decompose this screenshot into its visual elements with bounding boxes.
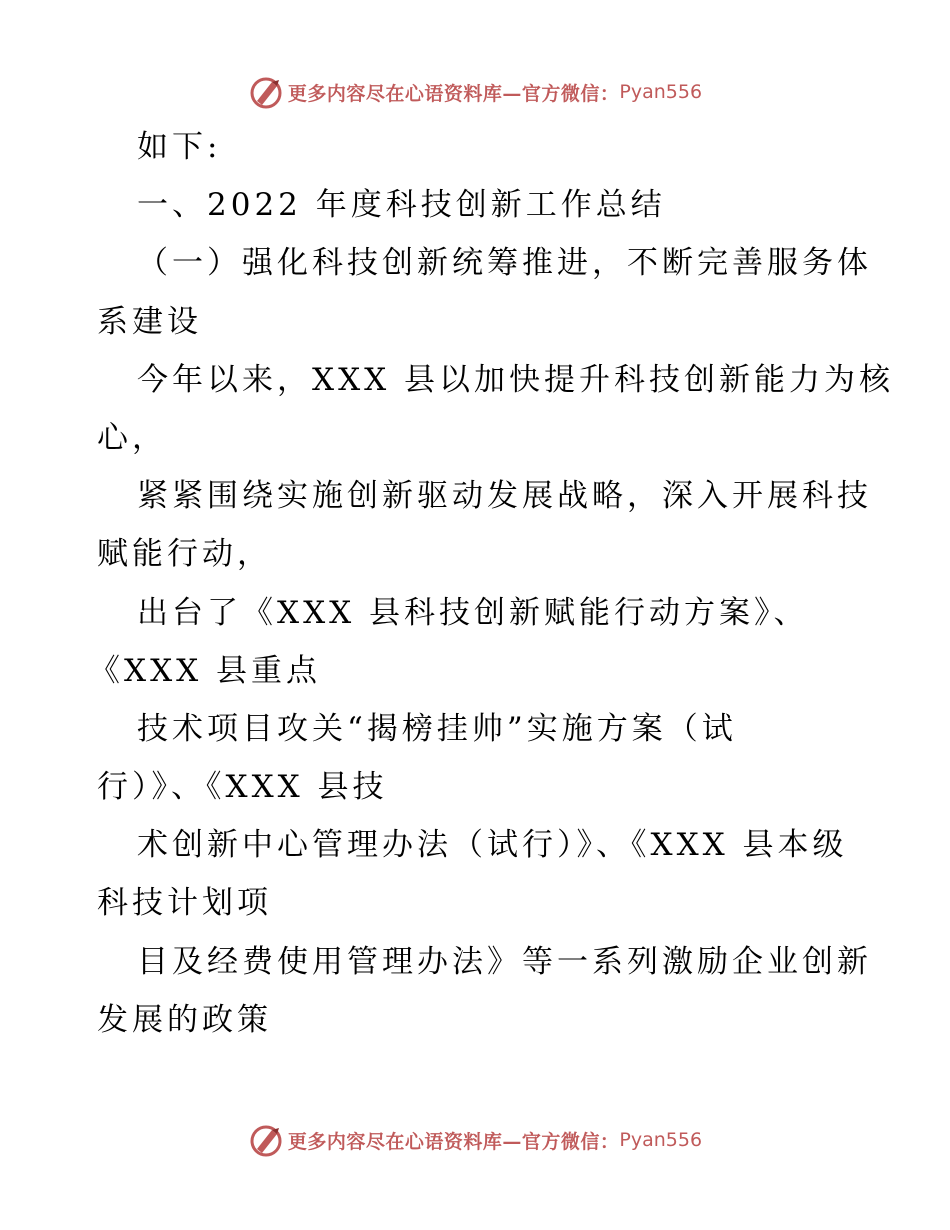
body-line: 技术项目攻关“揭榜挂帅”实施方案（试 (137, 710, 737, 747)
body-line: 术创新中心管理办法（试行）》、《XXX 县本级 (137, 827, 848, 864)
body-line: 发展的政策 (97, 1001, 272, 1038)
body-line: 目及经费使用管理办法》等一系列激励企业创新 (137, 943, 872, 980)
watermark-contact: Pyan556 (619, 81, 703, 103)
subsection-heading: （一）强化科技创新统筹推进，不断完善服务体 (137, 245, 872, 282)
body-line: 出台了《XXX 县科技创新赋能行动方案》、 (137, 594, 809, 631)
watermark-brand: 更多内容尽在心语资料库—官方微信： (287, 1130, 620, 1153)
header-watermark (0, 72, 950, 112)
subsection-heading-cont: 系建设 (97, 303, 202, 340)
footer-watermark (0, 1120, 950, 1160)
body-line: 《XXX 县重点 (89, 652, 322, 689)
body-line: 行）》、《XXX 县技 (97, 769, 388, 806)
body-line: 如下: (137, 129, 222, 165)
pen-logo-icon (248, 1122, 284, 1158)
body-line: 今年以来，XXX 县以加快提升科技创新能力为核 (137, 361, 895, 398)
watermark-contact: Pyan556 (619, 1129, 703, 1151)
watermark-brand: 更多内容尽在心语资料库—官方微信： (287, 82, 620, 105)
body-line: 科技计划项 (97, 885, 272, 922)
pen-logo-icon (248, 74, 284, 110)
body-line: 心， (97, 419, 167, 456)
body-line: 赋能行动， (97, 536, 272, 573)
document-body (89, 118, 895, 1049)
body-line: 紧紧围绕实施创新驱动发展战略，深入开展科技 (137, 478, 872, 515)
section-heading: 一、2022 年度科技创新工作总结 (137, 187, 666, 224)
